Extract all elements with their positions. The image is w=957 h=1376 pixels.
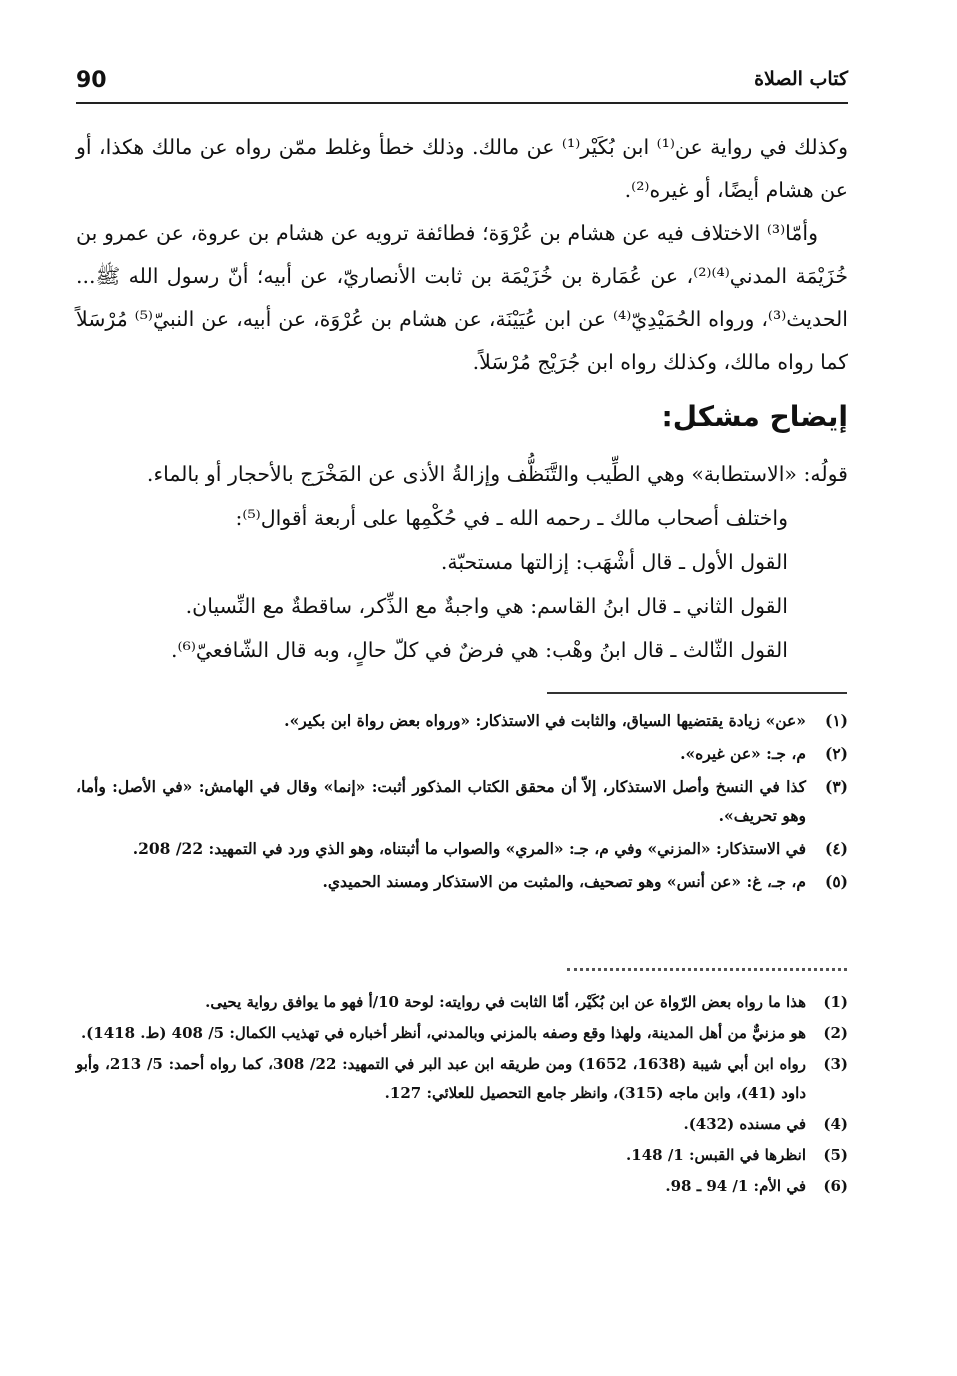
footnote-number: (4) (823, 1115, 848, 1133)
footnote (76, 867, 848, 896)
running-title: كتاب الصلاة (754, 68, 848, 90)
footnote-text: رواه ابن أبي شيبة (1638، 1652) ومن طريقه ابن عبد البر في التمهيد: 22/ 308، كما رواه أحمد: 5/ 213، وأبو داود (41)، وابن ماجه (315)، وانظر جامع التحصيل للعلائي: 127. (76, 1055, 806, 1102)
page-header (76, 64, 848, 104)
footnote-text: م، جـ، غ: «عن أنس» وهو تصحيف، والمثبت من الاستذكار ومسند الحميدي. (322, 872, 806, 891)
paragraph-1: وكذلك في رواية عن⁽¹⁾ ابن بُكَيْر⁽¹⁾ عن مالك. وذلك خطأ وغلط ممّن رواه عن مالك هكذا، أو عن هشام أيضًا، أو غيره⁽²⁾. (76, 135, 848, 202)
footnote-number: (١) (824, 711, 848, 730)
editor-footnotes (76, 706, 848, 900)
footnote (76, 772, 848, 830)
footnote-text: هذا ما رواه بعض الرّواة عن ابن بُكَيْر، أمّا الثابت في روايته: لوحة 10/أ فهو ما يوافق رواية يحيى. (205, 993, 806, 1011)
footnote-number: (5) (823, 1146, 848, 1164)
footnote-number: (٢) (824, 744, 848, 763)
footnote (76, 988, 848, 1017)
footnote-number: (2) (823, 1024, 848, 1042)
explain-line-4: القول الثاني ـ قال ابنُ القاسم: هي واجبةٌ مع الذِّكر، ساقطةٌ مع النِّسيان. (185, 594, 788, 618)
paragraph-2: وأمّا⁽³⁾ الاختلاف فيه عن هشام بن عُرْوَة؛ فطائفة ترويه عن هشام بن عروة، عن عمرو بن خُزَيْمَة المدني⁽⁴⁾⁽²⁾، عن عُمَارة بن خُزَيْمَة بن ثابت الأنصاريّ، عن أبيه؛ أنّ رسول الله ﷺ... الحديث⁽³⁾، ورواه الحُمَيْدِيّ⁽⁴⁾ عن ابن عُيَيْنَة، عن هشام بن عُرْوَة، عن أبيه، عن النبيّ⁽⁵⁾ مُرْسَلاً كما رواه مالك، وكذلك رواه ابن جُرَيْج مُرْسَلاً. (76, 221, 848, 374)
explain-line-2: واختلف أصحاب مالك ـ رحمه الله ـ في حُكْمِها على أربعة أقوال⁽⁵⁾: (235, 506, 788, 530)
footnote-text: انظرها في القبس: 1/ 148. (626, 1146, 806, 1164)
explanation-text (76, 452, 848, 672)
footnote (76, 739, 848, 768)
footnote-separator (547, 692, 847, 694)
footnote-text: «عن» زيادة يقتضيها السياق، والثابت في الاستذكار: «ورواه بعض رواة ابن بكير». (284, 711, 806, 730)
footnote (76, 1172, 848, 1201)
footnote-text: في الاستذكار: «المزني» وفي م، جـ: «المري» والصواب ما أثبتناه، وهو الذي ورد في التمهيد: 22/ 208. (132, 839, 806, 858)
author-footnotes (76, 988, 848, 1203)
footnote (76, 834, 848, 863)
footnote-number: (1) (823, 993, 848, 1011)
explain-line-3: القول الأول ـ قال أشْهَب: إزالتها مستحبّة. (440, 550, 788, 574)
footnote-text: في الأم: 1/ 94 ـ 98. (665, 1177, 806, 1195)
footnote (76, 1019, 848, 1048)
footnote-text: م، جـ: «عن غيره». (680, 744, 806, 763)
footnote-text: هو مزنيٌّ من أهل المدينة، ولهذا وقع وصفه بالمزني وبالمدني، أنظر أخباره في تهذيب الكمال: 5/ 408 (ط. 1418). (80, 1024, 806, 1042)
dotted-separator (567, 968, 847, 971)
footnote-number: (٤) (824, 839, 848, 858)
footnote-text: في مسنده (432). (683, 1115, 806, 1133)
footnote-number: (٥) (824, 872, 848, 891)
explain-line-1: قولُه: «الاستطابة» وهي الطِّيب والتَّنَظُّف وإزالةُ الأذى عن المَخْرَج بالأحجار أو بالماء. (146, 462, 848, 486)
footnote-number: (3) (823, 1055, 848, 1073)
footnote (76, 706, 848, 735)
footnote-number: (6) (823, 1177, 848, 1195)
footnote (76, 1110, 848, 1139)
main-text (76, 126, 848, 384)
footnote (76, 1141, 848, 1170)
page-number: 90 (76, 68, 107, 93)
footnote (76, 1050, 848, 1108)
footnote-number: (٣) (824, 777, 848, 796)
section-heading: إيضاح مشكل: (661, 400, 848, 433)
explain-line-5: القول الثّالث ـ قال ابنُ وهْب: هي فرضٌ في كلّ حالٍ، وبه قال الشّافعيّ⁽⁶⁾. (171, 638, 788, 662)
footnote-text: كذا في النسخ وأصل الاستذكار، إلاّ أن محقق الكتاب المذكور أثبت: «إنما» وقال في الهامش: «في الأصل: وأما، وهو تحريف». (76, 777, 806, 825)
